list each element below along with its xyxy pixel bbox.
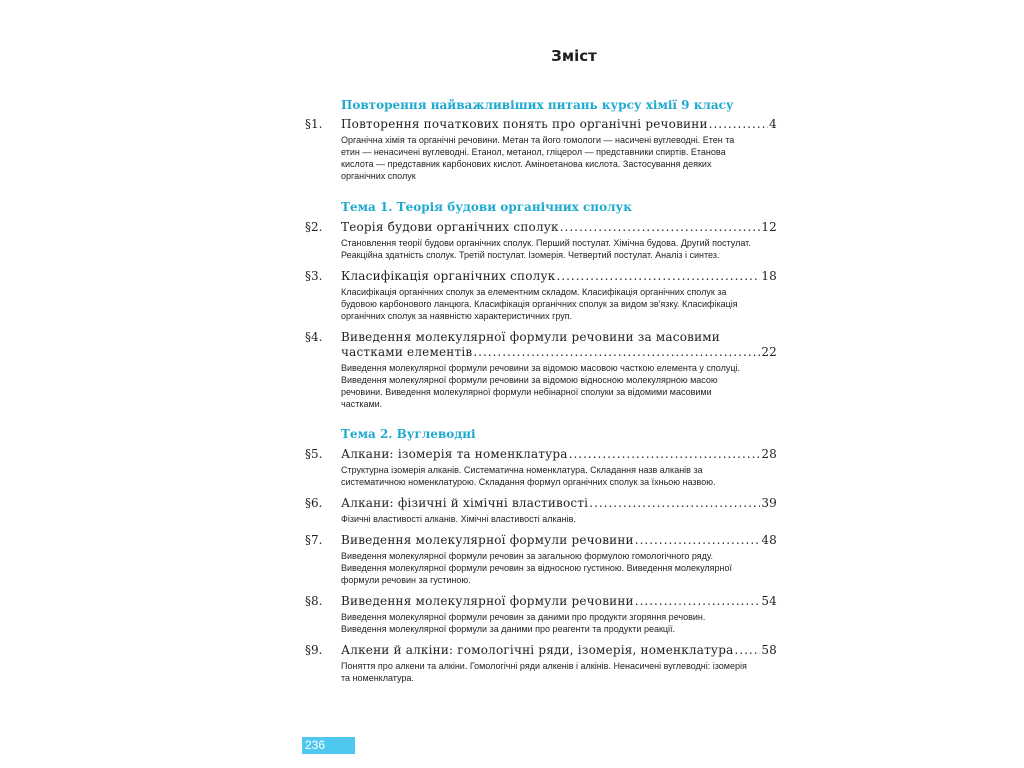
entry-page-number: 54 [761,594,777,608]
entry-description: Структурна ізомерія алканів. Систематична номенклатура. Складання назв алканів за систематичною номенклатурою. Складання формул органічних сполук за їхньою назвою. [341,465,716,487]
entry-number: §4. [305,330,323,344]
entry-title: Класифікація органічних сполук ..... 18 [341,269,777,284]
entry-number: §1. [305,117,323,131]
entry-page-number: 12 [761,220,777,234]
entry-number: §9. [305,643,323,657]
toc-entry-3[interactable] [305,269,777,322]
dot-leader [569,447,761,462]
entry-description: Виведення молекулярної формули речовини за відомою масовою часткою елемента у сполуці. Виведення молекулярної формули речовини за відомою відносною молекулярною масою речовини. Виведення молекулярної формули небінарної сполуки за відомими масовими частками. [341,363,740,409]
entry-title: Виведення молекулярної формули речовини ..... 54 [341,594,777,609]
entry-number: §7. [305,533,323,547]
entry-number: §8. [305,594,323,608]
entry-description: Поняття про алкени та алкіни. Гомологічні ряди алкенів і алкінів. Ненасичені вуглеводні: ізомерія та номенклатура. [341,661,747,683]
entry-page-number: 18 [761,269,777,283]
toc-entry-8[interactable] [305,594,777,635]
entry-page-number: 4 [769,117,777,131]
dot-leader [635,533,761,548]
toc-entry-1[interactable] [305,117,777,182]
page-number-tab: 236 [302,737,355,754]
entry-description: Класифікація органічних сполук за елементним складом. Класифікація органічних сполук за будовою карбонового ланцюга. Класифікація органічних сполук за видом зв'язку. Класифікація органічних сполук за наявністю характеристичних груп. [341,287,738,321]
entry-title: Алкени й алкіни: гомологічні ряди, ізомерія, номенклатура ..... 58 [341,643,777,658]
entry-title: Виведення молекулярної формули речовини ..... 48 [341,533,777,548]
entry-title-line2: частками елементів ..... 22 [341,345,777,360]
entry-description: Органічна хімія та органічні речовини. Метан та його гомологи — насичені вуглеводні. Етен та етин — ненасичені вуглеводні. Етанол, метанол, гліцерол — представники спиртів. Етанова кислота — представник карбонових кислот. Аміноетанова кислота. Застосування деяких органічних сполук [341,135,735,181]
entry-description: Виведення молекулярної формули речовин за загальною формулою гомологічного ряду. Виведення молекулярної формули речовин за відносною густиною. Виведення молекулярної формули речовин за густиною. [341,551,732,585]
entry-description: Становлення теорії будови органічних сполук. Перший постулат. Хімічна будова. Другий постулат. Реакційна здатність сполук. Третій постулат. Ізомерія. Четвертий постулат. Аналіз і синтез. [341,238,751,260]
entry-page-number: 58 [761,643,777,657]
dot-leader [589,496,760,511]
table-of-contents [305,97,777,684]
entry-number: §6. [305,496,323,510]
entry-page-number: 48 [761,533,777,547]
dot-leader [556,269,760,284]
toc-entry-7[interactable] [305,533,777,586]
toc-entry-4[interactable] [305,330,777,410]
toc-entry-2[interactable] [305,220,777,261]
dot-leader [560,220,761,235]
toc-entry-9[interactable] [305,643,777,684]
section-heading-topic-1: Тема 1. Теорія будови органічних сполук [341,200,632,214]
entry-page-number: 39 [761,496,777,510]
toc-entry-5[interactable] [305,447,777,488]
entry-description: Фізичні властивості алканів. Хімічні властивості алканів. [341,514,576,524]
entry-title: Повторення початкових понять про органічні речовини ..... 4 [341,117,777,132]
section-heading-topic-2: Тема 2. Вуглеводні [341,427,476,441]
dot-leader [734,643,760,658]
section-heading-review: Повторення найважливіших питань курсу хімії 9 класу [341,98,734,112]
entry-title: Алкани: фізичні й хімічні властивості ..... 39 [341,496,777,511]
dot-leader [635,594,761,609]
entry-title: Теорія будови органічних сполук ..... 12 [341,220,777,235]
entry-number: §5. [305,447,323,461]
entry-title-line1: Виведення молекулярної формули речовини за масовими [341,330,721,344]
page-title: Зміст [551,47,597,65]
entry-title: Алкани: ізомерія та номенклатура ..... 28 [341,447,777,462]
entry-number: §3. [305,269,323,283]
dot-leader [709,117,769,132]
toc-entry-6[interactable] [305,496,777,525]
entry-number: §2. [305,220,323,234]
dot-leader [473,345,760,360]
entry-page-number: 28 [761,447,777,461]
entry-description: Виведення молекулярної формули речовин за даними про продукти згоряння речовин. Виведення молекулярної формули за даними про реагенти та продукти реакції. [341,612,706,634]
entry-page-number: 22 [761,345,777,359]
